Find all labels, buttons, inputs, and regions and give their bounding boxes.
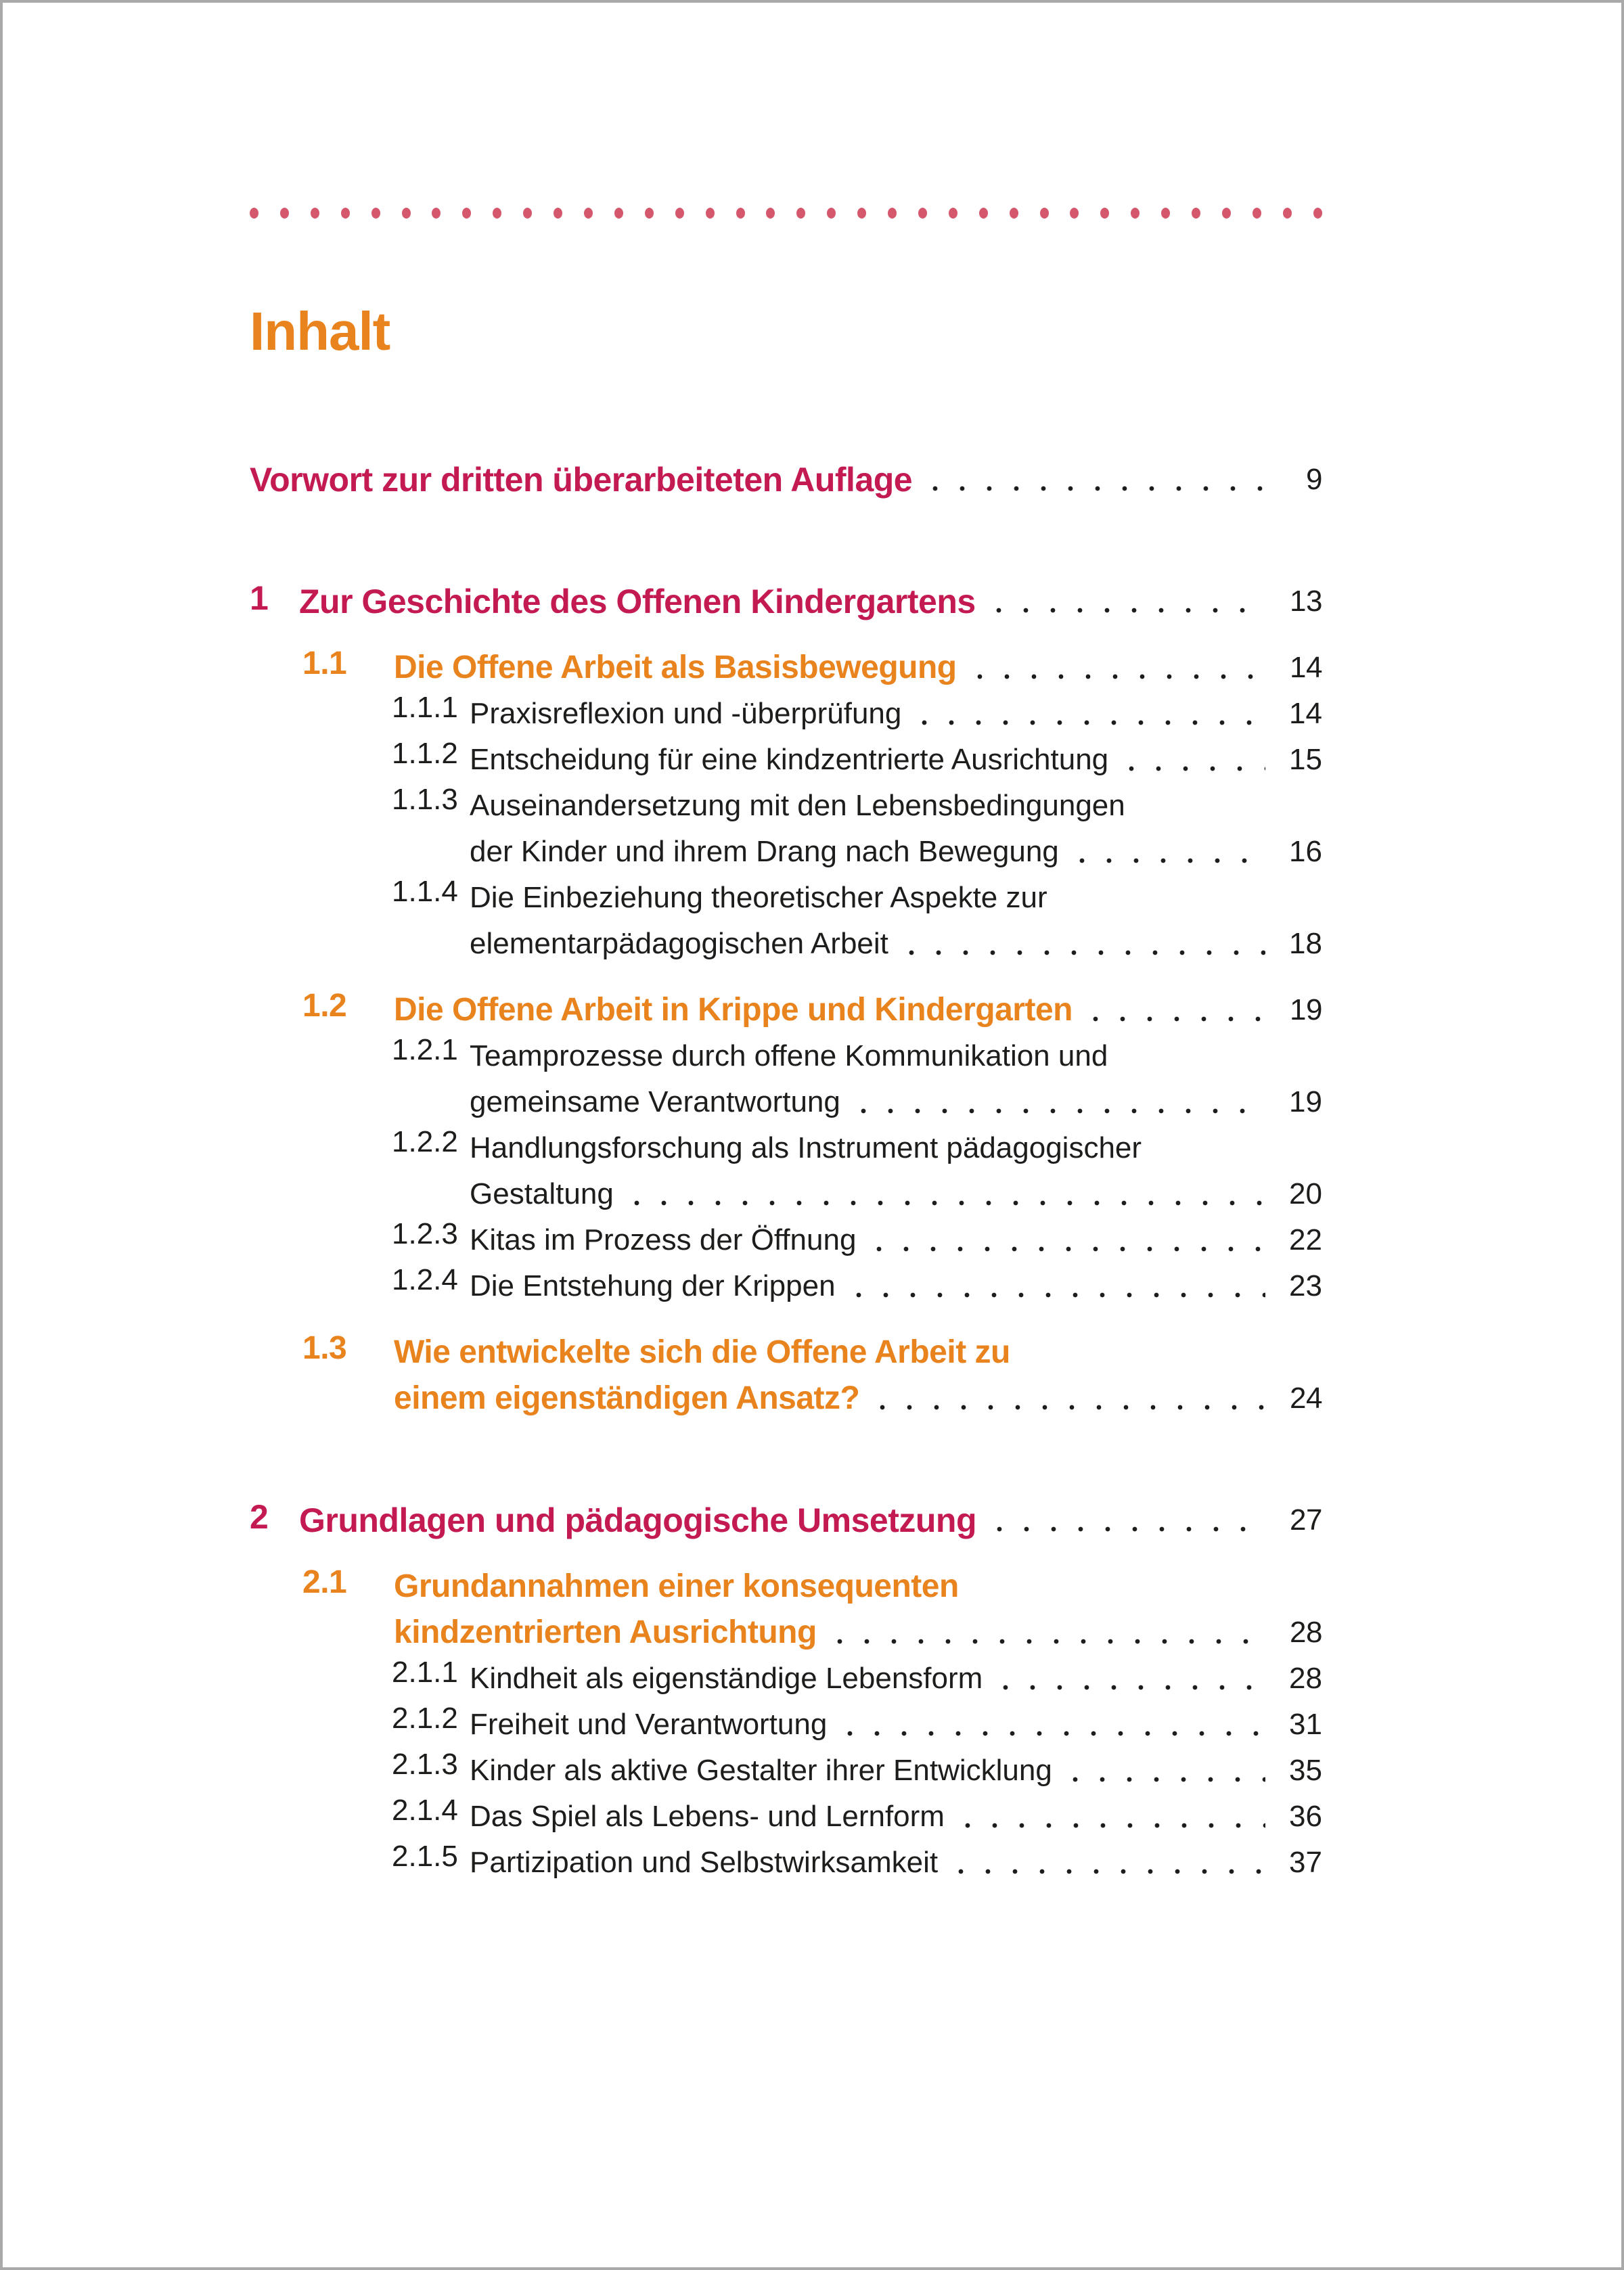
entry-title: Die Entstehung der Krippen	[470, 1269, 836, 1302]
entry-number: 1.1	[302, 645, 347, 681]
entry-line	[470, 737, 1322, 783]
toc-entry-2.1.3	[3, 1748, 1624, 1794]
entry-content	[394, 1564, 1322, 1656]
dot	[614, 208, 623, 219]
dot-leader	[1118, 737, 1265, 783]
page-number: 14	[1289, 697, 1322, 730]
toc-entry-1.1	[3, 645, 1624, 691]
entry-content	[250, 457, 1322, 503]
dot	[645, 208, 654, 219]
entry-title: Die Offene Arbeit in Krippe und Kindergarten	[394, 992, 1073, 1028]
toc-entry-1.3	[3, 1330, 1624, 1422]
entry-line	[470, 1217, 1322, 1263]
toc-entry-1.1.2	[3, 737, 1624, 783]
dot	[341, 208, 350, 219]
entry-number: 1.1.2	[392, 737, 458, 770]
entry-line	[470, 1033, 1322, 1079]
entry-title: Partizipation und Selbstwirksamkeit	[470, 1846, 939, 1879]
entry-number: 1.1.1	[392, 691, 458, 724]
entry-number: 1.1.3	[392, 783, 458, 816]
entry-title: Entscheidung für eine kindzentrierte Ausrichtung	[470, 743, 1109, 776]
entry-line	[470, 691, 1322, 737]
entry-line	[470, 1125, 1322, 1171]
entry-number: 1.2	[302, 988, 347, 1024]
entry-line	[470, 1656, 1322, 1702]
entry-line	[470, 1171, 1322, 1217]
entry-title: Praxisreflexion und -überprüfung	[470, 697, 902, 730]
dot-leader	[845, 1263, 1265, 1309]
page-number: 14	[1290, 651, 1322, 684]
dot	[918, 208, 927, 219]
entry-content	[470, 1656, 1322, 1702]
page-number: 36	[1289, 1800, 1322, 1833]
entry-content	[394, 645, 1322, 691]
dot	[888, 208, 897, 219]
entry-content	[299, 1497, 1322, 1543]
toc-entry-2.1	[3, 1564, 1624, 1656]
dot	[1253, 208, 1261, 219]
dot	[1192, 208, 1200, 219]
entry-number: 2.1	[302, 1564, 347, 1600]
entry-number: 2.1.4	[392, 1794, 458, 1827]
entry-title: Kinder als aktive Gestalter ihrer Entwicklung	[470, 1754, 1052, 1787]
toc-entry-2.1.2	[3, 1702, 1624, 1748]
entry-line	[470, 1263, 1322, 1309]
dot-leader	[947, 1840, 1265, 1886]
dot	[1100, 208, 1109, 219]
toc-entry-2	[3, 1497, 1624, 1543]
dot	[1010, 208, 1018, 219]
dot-leader	[1068, 829, 1265, 875]
dot	[1313, 208, 1322, 219]
dot	[250, 208, 258, 219]
entry-title: Gestaltung	[470, 1177, 614, 1210]
entry-content	[470, 875, 1322, 967]
page-number: 16	[1289, 835, 1322, 868]
toc-entry-2.1.4	[3, 1794, 1624, 1840]
dot-leader	[911, 691, 1265, 737]
page-number: 22	[1289, 1223, 1322, 1256]
entry-title: kindzentrierten Ausrichtung	[394, 1614, 817, 1650]
page-number: 28	[1289, 1662, 1322, 1695]
entry-title: gemeinsame Verantwortung	[470, 1085, 840, 1118]
toc-entry-2.1.5	[3, 1840, 1624, 1886]
entry-title: einem eigenständigen Ansatz?	[394, 1380, 860, 1416]
toc-entry-vorwort	[3, 457, 1624, 503]
page-number: 9	[1306, 463, 1322, 496]
entry-content	[470, 1033, 1322, 1125]
page-number: 13	[1290, 585, 1322, 618]
entry-title: Die Offene Arbeit als Basisbewegung	[394, 650, 957, 685]
entry-number: 1.1.4	[392, 875, 458, 908]
dot-leader	[985, 578, 1265, 625]
entry-line	[299, 578, 1322, 625]
dot-leader	[826, 1610, 1265, 1656]
entry-title: Wie entwickelte sich die Offene Arbeit zu	[394, 1334, 1010, 1370]
dot	[1131, 208, 1140, 219]
entry-title: der Kinder und ihrem Drang nach Bewegung	[470, 835, 1059, 868]
entry-line	[394, 987, 1322, 1033]
toc-entry-1.2.4	[3, 1263, 1624, 1309]
page-number: 31	[1289, 1708, 1322, 1741]
entry-number: 2.1.2	[392, 1702, 458, 1735]
page-number: 28	[1290, 1616, 1322, 1649]
dot	[584, 208, 593, 219]
entry-title: elementarpädagogischen Arbeit	[470, 927, 888, 960]
dot	[402, 208, 411, 219]
dot	[280, 208, 289, 219]
page-number: 24	[1290, 1382, 1322, 1415]
entry-content	[470, 737, 1322, 783]
page-number: 19	[1289, 1085, 1322, 1118]
entry-line	[394, 1376, 1322, 1422]
entry-number: 2.1.1	[392, 1656, 458, 1689]
dot	[371, 208, 380, 219]
dot	[827, 208, 836, 219]
page-number: 23	[1289, 1269, 1322, 1302]
dot	[1070, 208, 1079, 219]
entry-line	[470, 1079, 1322, 1125]
page-number: 20	[1289, 1177, 1322, 1210]
dot	[949, 208, 957, 219]
entry-line	[470, 1794, 1322, 1840]
entry-number: 1	[250, 579, 269, 617]
toc-entry-1.1.3	[3, 783, 1624, 875]
entry-content	[470, 1840, 1322, 1886]
entry-line	[470, 829, 1322, 875]
entry-number: 1.2.1	[392, 1033, 458, 1066]
dot	[1222, 208, 1231, 219]
dot-leader	[1062, 1748, 1265, 1794]
entry-content	[394, 1330, 1322, 1422]
dot-leader	[836, 1702, 1265, 1748]
page-number: 15	[1289, 743, 1322, 776]
dot-leader	[986, 1497, 1265, 1543]
dot-leader	[623, 1171, 1265, 1217]
dot-leader	[922, 457, 1265, 503]
entry-content	[470, 1794, 1322, 1840]
entry-number: 1.2.2	[392, 1125, 458, 1158]
entry-title: Die Einbeziehung theoretischer Aspekte zur	[470, 881, 1047, 914]
entry-line	[394, 645, 1322, 691]
page-number: 37	[1289, 1846, 1322, 1879]
dot	[857, 208, 866, 219]
entry-line	[394, 1330, 1322, 1376]
entry-line	[470, 1702, 1322, 1748]
entry-content	[470, 1125, 1322, 1217]
page-number: 27	[1290, 1503, 1322, 1537]
dot	[462, 208, 471, 219]
dot	[523, 208, 532, 219]
toc-entry-1	[3, 578, 1624, 625]
dot-leader	[992, 1656, 1265, 1702]
entry-content	[470, 1702, 1322, 1748]
entry-line	[299, 1497, 1322, 1543]
entry-number: 1.2.4	[392, 1263, 458, 1296]
entry-title: Grundannahmen einer konsequenten	[394, 1568, 959, 1604]
entry-content	[470, 783, 1322, 875]
entry-line	[394, 1564, 1322, 1610]
toc-entry-1.2.1	[3, 1033, 1624, 1125]
dot	[554, 208, 562, 219]
entry-content	[470, 1748, 1322, 1794]
page-number: 35	[1289, 1754, 1322, 1787]
entry-title: Das Spiel als Lebens- und Lernform	[470, 1800, 945, 1833]
entry-title: Kitas im Prozess der Öffnung	[470, 1223, 857, 1256]
entry-title: Auseinandersetzung mit den Lebensbedingungen	[470, 789, 1125, 822]
entry-content	[470, 691, 1322, 737]
toc-entry-1.2.3	[3, 1217, 1624, 1263]
entry-number: 2	[250, 1498, 269, 1536]
toc-entry-1.2.2	[3, 1125, 1624, 1217]
toc-entry-1.1.4	[3, 875, 1624, 967]
dot-leader	[898, 921, 1265, 967]
entry-title: Handlungsforschung als Instrument pädagogischer	[470, 1131, 1142, 1164]
page-number: 18	[1289, 927, 1322, 960]
entry-title: Grundlagen und pädagogische Umsetzung	[299, 1501, 977, 1539]
dot-leader	[1082, 987, 1265, 1033]
dot	[1040, 208, 1049, 219]
dot-leader	[966, 645, 1265, 691]
dot	[493, 208, 501, 219]
toc-list	[3, 457, 1621, 1886]
entry-line	[394, 1610, 1322, 1656]
page-title: Inhalt	[250, 301, 390, 361]
dot-leader	[954, 1794, 1265, 1840]
entry-title: Zur Geschichte des Offenen Kindergartens	[299, 583, 976, 620]
entry-number: 2.1.5	[392, 1840, 458, 1873]
entry-content	[470, 1263, 1322, 1309]
dot	[706, 208, 715, 219]
entry-title: Kindheit als eigenständige Lebensform	[470, 1662, 983, 1695]
entry-line	[470, 1840, 1322, 1886]
dot	[1161, 208, 1170, 219]
toc-entry-2.1.1	[3, 1656, 1624, 1702]
dot-leader	[869, 1376, 1265, 1422]
entry-title: Vorwort zur dritten überarbeiteten Auflage	[250, 461, 913, 499]
toc-entry-1.1.1	[3, 691, 1624, 737]
dot	[432, 208, 441, 219]
entry-number: 2.1.3	[392, 1748, 458, 1781]
entry-content	[394, 987, 1322, 1033]
entry-line	[470, 921, 1322, 967]
decorative-dots-row	[250, 207, 1322, 219]
dot	[675, 208, 684, 219]
entry-number: 1.2.3	[392, 1217, 458, 1250]
entry-line	[470, 1748, 1322, 1794]
entry-title: Teamprozesse durch offene Kommunikation und	[470, 1039, 1108, 1072]
dot-leader	[865, 1217, 1265, 1263]
toc-entry-1.2	[3, 987, 1624, 1033]
entry-line	[250, 457, 1322, 503]
dot	[979, 208, 988, 219]
dot	[766, 208, 775, 219]
dot	[796, 208, 805, 219]
entry-content	[470, 1217, 1322, 1263]
entry-content	[299, 578, 1322, 625]
dot	[1283, 208, 1292, 219]
entry-title: Freiheit und Verantwortung	[470, 1708, 828, 1741]
page-number: 19	[1290, 993, 1322, 1026]
entry-number: 1.3	[302, 1330, 347, 1366]
entry-line	[470, 875, 1322, 921]
dot	[736, 208, 745, 219]
entry-line	[470, 783, 1322, 829]
dot	[311, 208, 319, 219]
dot-leader	[850, 1079, 1265, 1125]
